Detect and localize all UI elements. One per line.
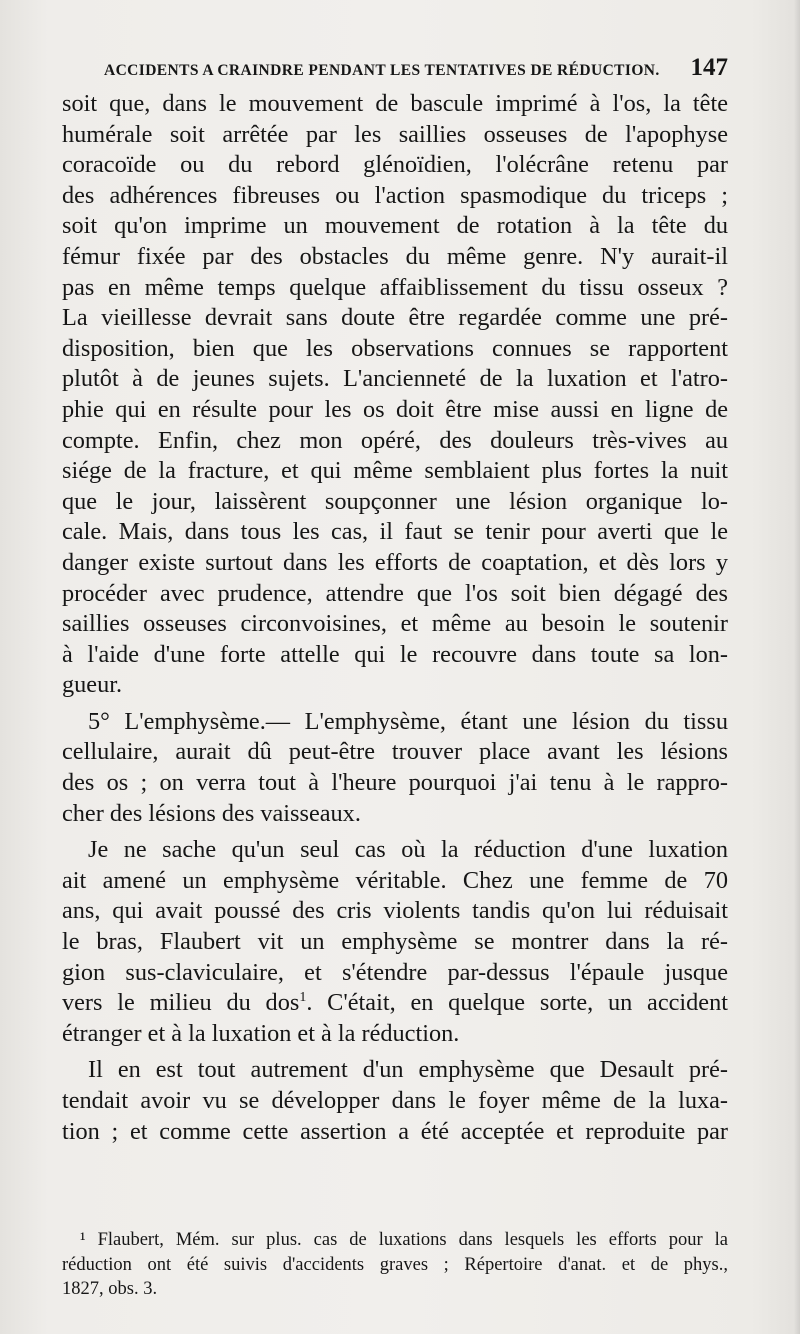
text-line-with-footnote: [62, 988, 728, 1019]
text-line: ait amené un emphysème véritable. Chez une femme de 70: [62, 866, 728, 894]
text-line: des adhérences fibreuses ou l'action spasmodique du triceps ;: [62, 181, 728, 209]
text-line: humérale soit arrêtée par les saillies osseuses de l'apophyse: [62, 120, 728, 148]
text-line: ans, qui avait poussé des cris violents tandis qu'on lui réduisait: [62, 897, 728, 925]
text-line: Je ne sache qu'un seul cas où la réduction d'une luxation: [88, 836, 728, 864]
footnote-line: 1827, obs. 3.: [62, 1279, 158, 1299]
text-line: à l'aide d'une forte attelle qui le recouvre dans toute sa lon-: [62, 640, 728, 668]
text-line: compte. Enfin, chez mon opéré, des douleurs très-vives au: [62, 426, 728, 454]
text-line: saillies osseuses circonvoisines, et même au besoin le soutenir: [62, 610, 728, 638]
text-line: disposition, bien que les observations connues se rapportent: [62, 334, 728, 362]
text-line: plutôt à de jeunes sujets. L'ancienneté de la luxation et l'atro-: [62, 365, 728, 393]
footnote-marker: 1: [299, 990, 307, 1006]
text-line: soit qu'on imprime un mouvement de rotation à la tête du: [62, 212, 728, 240]
text-fragment: . C'était, en quelque sorte, un accident: [306, 989, 728, 1017]
page-edge-shadow: [794, 0, 800, 1334]
text-line: des os ; on verra tout à l'heure pourquoi j'ai tenu à le rappro-: [62, 769, 728, 797]
text-fragment: vers le milieu du dos: [62, 989, 300, 1017]
text-line: siége de la fracture, et qui même semblaient plus fortes la nuit: [62, 457, 728, 485]
footnote-line: ¹ Flaubert, Mém. sur plus. cas de luxations dans lesquels les efforts pour la: [80, 1230, 728, 1250]
footnote-line: réduction ont été suivis d'accidents graves ; Répertoire d'anat. et de phys.,: [62, 1254, 728, 1275]
text-line: pas en même temps quelque affaiblissement du tissu osseux ?: [62, 273, 728, 301]
text-line: La vieillesse devrait sans doute être regardée comme une pré-: [62, 304, 728, 332]
text-line: gueur.: [62, 671, 123, 699]
body-text: [62, 89, 728, 1147]
text-line: cher des lésions des vaisseaux.: [62, 799, 361, 827]
text-line: phie qui en résulte pour les os doit être mise aussi en ligne de: [62, 395, 728, 423]
text-line-section-heading: 5° L'emphysème.— L'emphysème, étant une lésion du tissu: [88, 707, 728, 735]
footnotes: [62, 1228, 728, 1302]
text-line: étranger et à la luxation et à la réduction.: [62, 1019, 460, 1047]
text-line: coracoïde ou du rebord glénoïdien, l'olécrâne retenu par: [62, 151, 728, 179]
text-line: tendait avoir vu se développer dans le foyer même de la luxa-: [62, 1087, 728, 1114]
text-line: cale. Mais, dans tous les cas, il faut se tenir pour averti que le: [62, 518, 728, 546]
running-head: [104, 52, 728, 86]
text-line: que le jour, laissèrent soupçonner une lésion organique lo-: [62, 487, 728, 515]
text-line: le bras, Flaubert vit un emphysème se montrer dans la ré-: [62, 928, 728, 956]
text-line: danger existe surtout dans les efforts de coaptation, et dès lors y: [62, 548, 728, 576]
running-title: ACCIDENTS A CRAINDRE PENDANT LES TENTATIVES DE RÉDUCTION.: [104, 62, 660, 79]
text-line: Il en est tout autrement d'un emphysème que Desault pré-: [88, 1056, 728, 1084]
text-line: tion ; et comme cette assertion a été acceptée et reproduite par: [62, 1117, 728, 1145]
text-line: gion sus-claviculaire, et s'étendre par-dessus l'épaule jusque: [62, 958, 728, 986]
text-line: fémur fixée par des obstacles du même genre. N'y aurait-il: [62, 242, 728, 270]
text-line: procéder avec prudence, attendre que l'os soit bien dégagé des: [62, 579, 728, 607]
text-line: soit que, dans le mouvement de bascule imprimé à l'os, la tête: [62, 90, 728, 117]
text-line: cellulaire, aurait dû peut-être trouver place avant les lésions: [62, 738, 728, 766]
page-number: 147: [690, 54, 728, 81]
